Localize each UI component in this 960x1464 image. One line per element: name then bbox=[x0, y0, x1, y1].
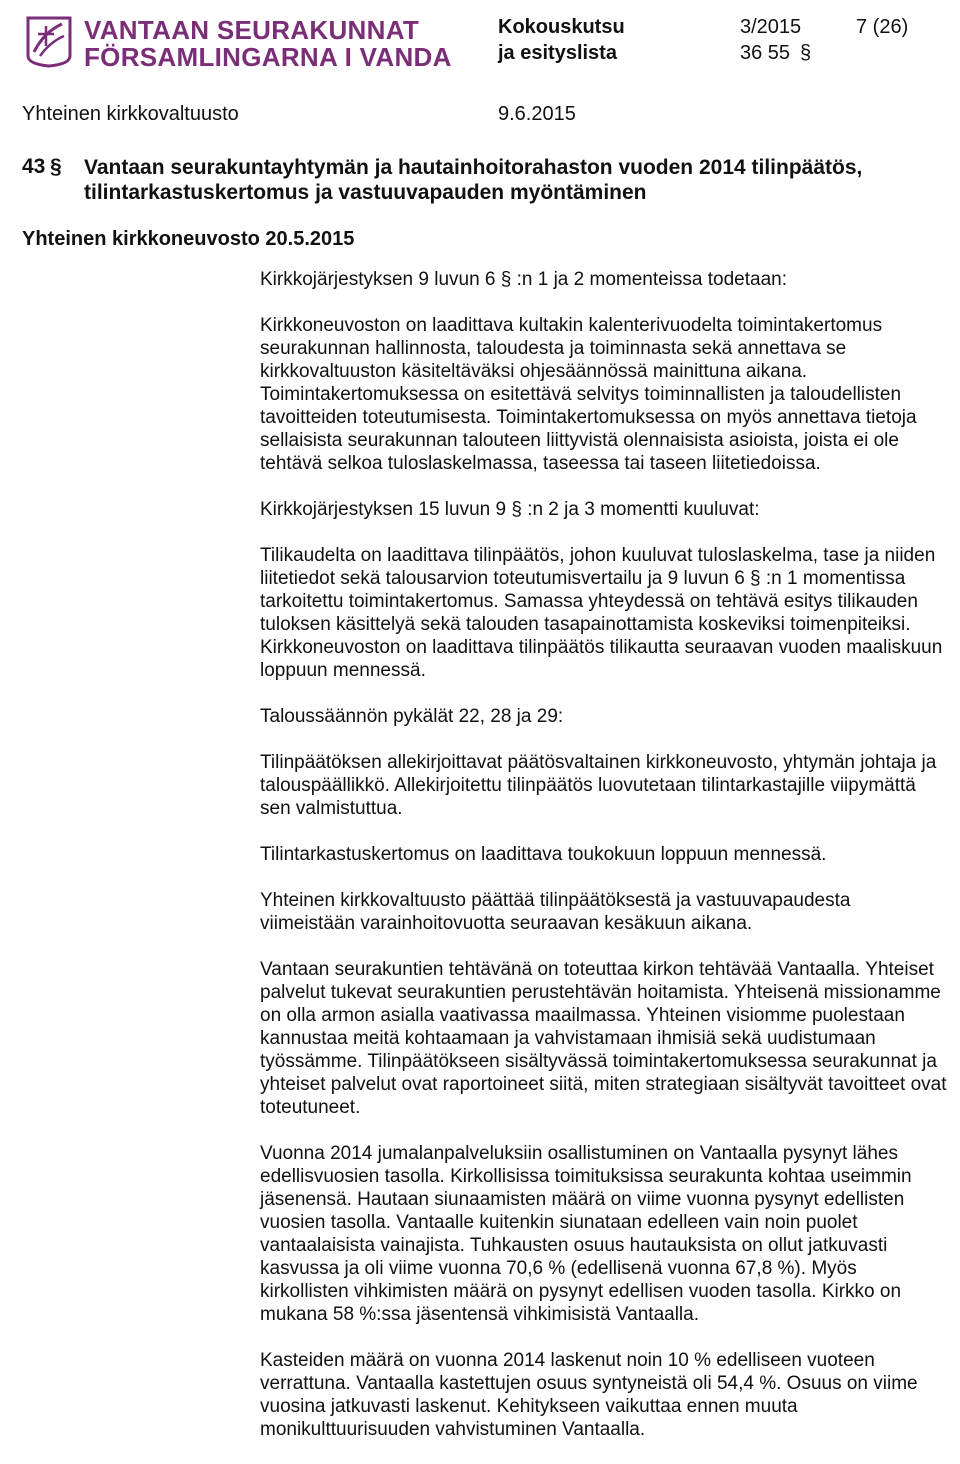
logo-emblem-icon bbox=[22, 12, 76, 68]
paragraph: Tilikaudelta on laadittava tilinpäätös, johon kuuluvat tuloslaskelma, tase ja niiden liitetiedot sekä talousarvion toteutumisvertailu ja 9 luvun 6 § :n 1 momentissa tarkoitettu toimintakertomus. Samassa yhteydessä on tehtävä esitys tilikauden tuloksen käsittelyä sekä talouden tasapainottamista koskeviksi toimenpiteiksi. Kirkkoneuvoston on laadittava tilinpäätös tilikautta seuraavan vuoden maaliskuun loppuun mennessä. bbox=[260, 545, 943, 681]
paragraph: Kirkkojärjestyksen 9 luvun 6 § :n 1 ja 2 momenteissa todetaan: bbox=[260, 269, 788, 290]
logo-line-2: FÖRSAMLINGARNA I VANDA bbox=[84, 42, 452, 72]
page-number: 7 (26) bbox=[856, 16, 909, 38]
paragraph: Tilinpäätöksen allekirjoittavat päätösvaltainen kirkkoneuvosto, yhtymän johtaja ja talouspäällikkö. Allekirjoitettu tilinpäätös luovutetaan tilintarkastajille viipymättä sen valmistuttua. bbox=[260, 752, 937, 819]
section-range: 36 55 bbox=[740, 42, 791, 64]
paragraph: Kirkkojärjestyksen 15 luvun 9 § :n 2 ja 3 momentti kuuluvat: bbox=[260, 499, 760, 520]
paragraph: Kasteiden määrä on vuonna 2014 laskenut noin 10 % edelliseen vuoteen verrattuna. Vantaalla kastettujen osuus syntyneistä oli 54,4 %. Osuus on viime vuosina jatkuvasti laskenut. Kehitykseen vaikuttaa ennen muuta monikulttuurisuuden vahvistuminen Vantaalla. bbox=[260, 1350, 918, 1440]
section-title: Vantaan seurakuntayhtymän ja hautainhoitorahaston vuoden 2014 tilinpäätös, tilintarkastuskertomus ja vastuuvapauden myöntäminen bbox=[84, 156, 863, 204]
meeting-date: 9.6.2015 bbox=[498, 103, 576, 125]
section-sign-icon: § bbox=[800, 42, 812, 64]
subheading: Yhteinen kirkkoneuvosto 20.5.2015 bbox=[22, 228, 355, 250]
paragraph: Yhteinen kirkkovaltuusto päättää tilinpäätöksestä ja vastuuvapaudesta viimeistään varainhoitovuotta seuraavan kesäkuun aikana. bbox=[260, 890, 851, 934]
paragraph: Kirkkoneuvoston on laadittava kultakin kalenterivuodelta toimintakertomus seurakunnan hallinnosta, taloudesta ja toiminnasta sekä annettava se kirkkovaltuuston käsiteltäväksi ohjesäännössä mainittuna aikana. Toimintakertomuksessa on esitettävä selvitys toiminnallisten ja taloudellisten tavoitteiden toteutumisesta. Toimintakertomuksessa on myös annettava tietoja sellaisista seurakunnan talouteen liittyvistä olennaisista asioista, joista ei ole tehtävä selkoa tuloslaskelmassa, taseessa tai taseen liitetiedoissa. bbox=[260, 315, 917, 474]
meeting-number: 3/2015 bbox=[740, 16, 802, 38]
paragraph: Vuonna 2014 jumalanpalveluksiin osallistuminen on Vantaalla pysynyt lähes edellisvuosien tasolla. Kirkollisissa toimituksissa seurakunta kohtaa useimmin jäsenensä. Hautaan siunaamisten määrä on viime vuonna pysynyt edellisten vuosien tasolla. Vantaalle kuitenkin siunataan edelleen vain noin puolet vantaalaisista vainajista. Tuhkausten osuus hautauksista on ollut jatkuvasti kasvussa ja oli viime vuonna 70,6 % (edellisenä vuonna 67,8 %). Myös kirkollisten vihkimisten määrä on pysynyt edellisen vuoden tasolla. Kirkko on mukana 58 %:ssa jäsentensä vihkimisistä Vantaalla. bbox=[260, 1143, 912, 1325]
organ-name: Yhteinen kirkkovaltuusto bbox=[22, 103, 239, 125]
logo bbox=[22, 2, 452, 76]
body-text bbox=[260, 268, 948, 1464]
paragraph: Vantaan seurakuntien tehtävänä on toteuttaa kirkon tehtävää Vantaalla. Yhteiset palvelut tukevat seurakuntien perustehtävän hoitamista. Yhteisenä missionamme on olla armon asialla vaativassa maailmassa. Yhteinen visiomme puolestaan kannustaa meitä kohtaamaan ja vahvistamaan ihmisiä sekä uudistumaan työssämme. Tilinpäätökseen sisältyvässä toimintakertomuksessa seurakunnat ja yhteiset palvelut ovat raportoineet siitä, miten strategiaan sisältyvät tavoitteet ovat toteutuneet. bbox=[260, 959, 947, 1118]
header-title-line-2: ja esityslista bbox=[498, 42, 617, 64]
logo-line-1: VANTAAN SEURAKUNNAT bbox=[84, 15, 420, 45]
paragraph: Taloussäännön pykälät 22, 28 ja 29: bbox=[260, 706, 564, 727]
section-sign: § bbox=[50, 155, 62, 178]
section-number: 43 bbox=[22, 155, 46, 178]
header-title-line-1: Kokouskutsu bbox=[498, 16, 625, 38]
paragraph: Tilintarkastuskertomus on laadittava toukokuun loppuun mennessä. bbox=[260, 844, 827, 865]
